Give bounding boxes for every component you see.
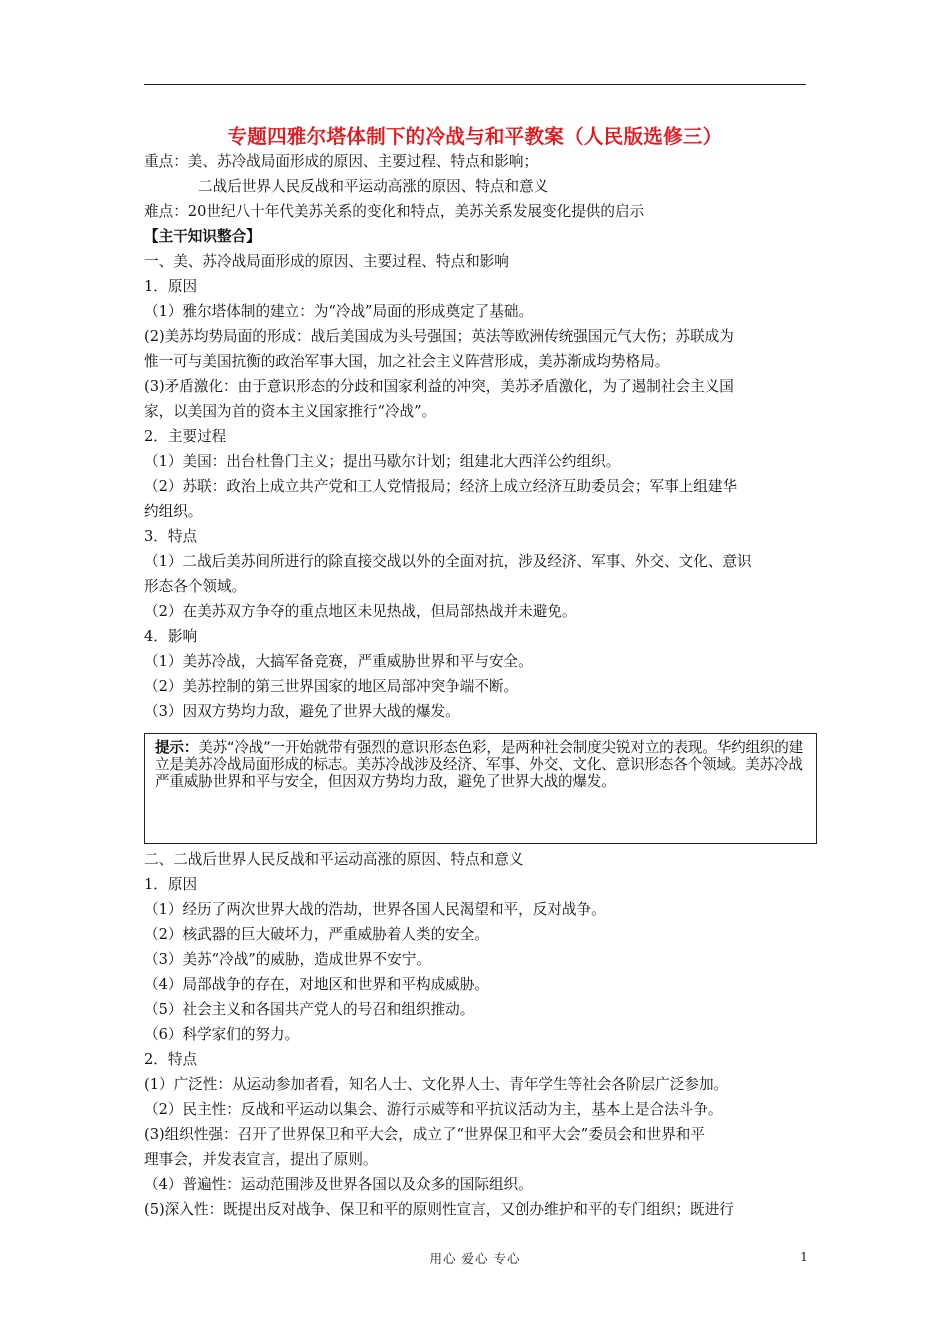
header-rule bbox=[144, 84, 806, 85]
paragraph-line: （2）苏联：政治上成立共产党和工人党情报局；经济上成立经济互助委员会；军事上组建华 bbox=[144, 478, 738, 495]
tip-text bbox=[155, 739, 811, 790]
paragraph-line: 理事会，并发表宣言，提出了原则。 bbox=[144, 1151, 378, 1168]
paragraph-line: 形态各个领域。 bbox=[144, 578, 247, 595]
section-heading-2: 二、二战后世界人民反战和平运动高涨的原因、特点和意义 bbox=[144, 851, 524, 868]
paragraph-line: （1）雅尔塔体制的建立：为“冷战”局面的形成奠定了基础。 bbox=[144, 303, 534, 320]
paragraph-line: (2)美苏均势局面的形成：战后美国成为头号强国；英法等欧洲传统强国元气大伤；苏联成为 bbox=[144, 328, 734, 345]
key-points-line: 重点：美、苏冷战局面形成的原因、主要过程、特点和影响； bbox=[144, 153, 539, 170]
subheading-features: 3．特点 bbox=[144, 528, 198, 545]
paragraph-line: （2）民主性：反战和平运动以集会、游行示威等和平抗议活动为主，基本上是合法斗争。 bbox=[144, 1101, 723, 1118]
page-number: 1 bbox=[800, 1249, 808, 1264]
difficulty-line: 难点：20世纪八十年代美苏关系的变化和特点，美苏关系发展变化提供的启示 bbox=[144, 203, 645, 220]
footer-slogan: 用心 爱心 专心 bbox=[429, 1251, 521, 1266]
subheading-features-2: 2．特点 bbox=[144, 1051, 198, 1068]
paragraph-line: （3）因双方势均力敌，避免了世界大战的爆发。 bbox=[144, 703, 460, 720]
section-heading-1: 一、美、苏冷战局面形成的原因、主要过程、特点和影响 bbox=[144, 253, 509, 270]
paragraph-line: (3)矛盾激化：由于意识形态的分歧和国家利益的冲突，美苏矛盾激化，为了遏制社会主义国 bbox=[144, 378, 734, 395]
paragraph-line: （1）二战后美苏间所进行的除直接交战以外的全面对抗，涉及经济、军事、外交、文化、意识 bbox=[144, 553, 752, 570]
paragraph-line: （4）普遍性：运动范围涉及世界各国以及众多的国际组织。 bbox=[144, 1176, 533, 1193]
paragraph-line: (5)深入性：既提出反对战争、保卫和平的原则性宣言，又创办维护和平的专门组织；既进行 bbox=[144, 1201, 734, 1218]
subheading-process: 2．主要过程 bbox=[144, 428, 227, 445]
key-points-line-2: 二战后世界人民反战和平运动高涨的原因、特点和意义 bbox=[198, 178, 549, 195]
document-title: 专题四雅尔塔体制下的冷战与和平教案（人民版选修三） bbox=[227, 125, 723, 148]
paragraph-line: （2）在美苏双方争夺的重点地区未见热战，但局部热战并未避免。 bbox=[144, 603, 577, 620]
tip-body: 美苏“冷战”一开始就带有强烈的意识形态色彩，是两种社会制度尖锐对立的表现。华约组织的建立是美苏冷战局面形成的标志。美苏冷战涉及经济、军事、外交、文化、意识形态各个领域。美苏冷战严重威胁世界和平与安全，但因双方势均力敌，避免了世界大战的爆发。 bbox=[155, 739, 804, 790]
paragraph-line: （3）美苏“冷战”的威胁，造成世界不安宁。 bbox=[144, 951, 431, 968]
paragraph-line: （4）局部战争的存在，对地区和世界和平构成威胁。 bbox=[144, 976, 489, 993]
paragraph-line: （6）科学家们的努力。 bbox=[144, 1026, 300, 1043]
paragraph-line: （2）美苏控制的第三世界国家的地区局部冲突争端不断。 bbox=[144, 678, 519, 695]
paragraph-line: （1）经历了两次世界大战的浩劫，世界各国人民渴望和平，反对战争。 bbox=[144, 901, 606, 918]
subheading-causes-2: 1．原因 bbox=[144, 876, 198, 893]
paragraph-line: （1）美苏冷战，大搞军备竞赛，严重威胁世界和平与安全。 bbox=[144, 653, 533, 670]
paragraph-line: （2）核武器的巨大破坏力，严重威胁着人类的安全。 bbox=[144, 926, 489, 943]
tip-label: 提示： bbox=[155, 739, 199, 756]
paragraph-line: 约组织。 bbox=[144, 503, 203, 520]
paragraph-line: （5）社会主义和各国共产党人的号召和组织推动。 bbox=[144, 1001, 475, 1018]
subheading-causes: 1．原因 bbox=[144, 278, 198, 295]
section-heading-knowledge: 【主干知识整合】 bbox=[144, 228, 261, 245]
paragraph-line: (3)组织性强：召开了世界保卫和平大会，成立了“世界保卫和平大会”委员会和世界和平 bbox=[144, 1126, 705, 1143]
paragraph-line: 家，以美国为首的资本主义国家推行“冷战”。 bbox=[144, 403, 437, 420]
subheading-impact: 4．影响 bbox=[144, 628, 198, 645]
paragraph-line: (1）广泛性：从运动参加者看，知名人士、文化界人士、青年学生等社会各阶层广泛参加。 bbox=[144, 1076, 729, 1093]
paragraph-line: （1）美国：出台杜鲁门主义；提出马歇尔计划；组建北大西洋公约组织。 bbox=[144, 453, 621, 470]
paragraph-line: 惟一可与美国抗衡的政治军事大国，加之社会主义阵营形成，美苏渐成均势格局。 bbox=[144, 353, 670, 370]
